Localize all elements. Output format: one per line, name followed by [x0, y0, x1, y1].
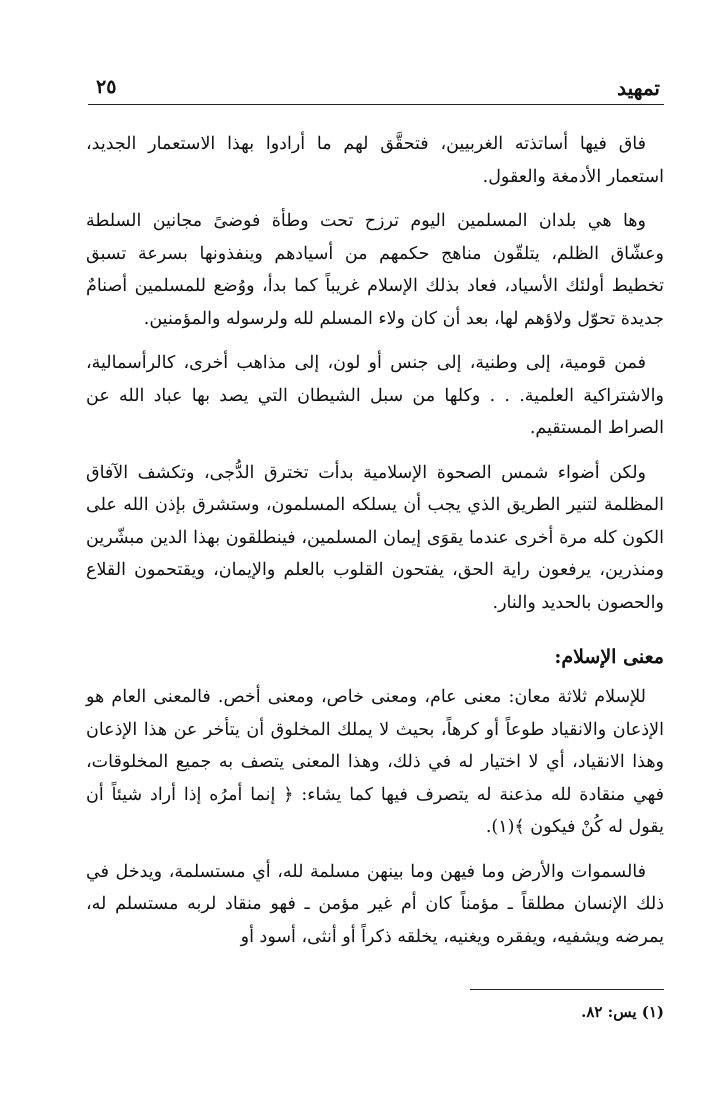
running-title: تمهيد — [617, 76, 660, 100]
paragraph: فاق فيها أساتذته الغربيين، فتحقَّق لهم ما أرادوا بهذا الاستعمار الجديد، استعمار الأدمغة والعقول. — [86, 134, 664, 187]
section-heading: معنى الإسلام: — [554, 646, 664, 668]
paragraph: وها هي بلدان المسلمين اليوم ترزح تحت وطأة فوضىً مجانين السلطة وعشّاق الظلم، يتلقّون مناهج حكمهم من أسيادهم وينفذونها بسرعة تسبق تخطيط أولئك الأسياد، فعاد بذلك الإسلام غريباً كما بدأ، ووُضع للمسلمين أصنامٌ جديدة تحوّل ولاؤهم لها، بعد أن كان ولاء المسلم لله ولرسوله والمؤمنين. — [86, 211, 664, 329]
page-header — [88, 74, 664, 105]
footnote: (١) يس: ٨٢. — [581, 1003, 664, 1021]
footnote-divider — [470, 989, 664, 990]
paragraph: فالسموات والأرض وما فيهن وما بينهن مسلمة لله، أي مستسلمة، ويدخل في ذلك الإنسان مطلقاً ـ مؤمناً كان أم غير مؤمن ـ فهو منقاد لربه مستسلم له، يمرضه ويشفيه، ويفقره ويغنيه، يخلقه ذكراً أو أنثى، أسود أو — [86, 861, 664, 947]
paragraph: ولكن أضواء شمس الصحوة الإسلامية بدأت تخترق الدُّجى، وتكشف الآفاق المظلمة لتنير الطريق الذي يجب أن يسلكه المسلمون، وستشرق بإذن الله على الكون كله مرة أخرى عندما يقوَى إيمان المسلمين، فينطلقون بهذا الدين مبشّرين ومنذرين، يرفعون راية الحق، يفتحون القلوب بالعلم والإيمان، ويقتحمون القلاع والحصون بالحديد والنار. — [86, 462, 664, 613]
body-text — [86, 128, 664, 965]
paragraph: فمن قومية، إلى وطنية، إلى جنس أو لون، إلى مذاهب أخرى، كالرأسمالية، والاشتراكية العلمية. . . وكلها من سبل الشيطان التي يصد بها عباد الله عن الصراط المستقيم. — [86, 353, 664, 438]
paragraph: للإسلام ثلاثة معان: معنى عام، ومعنى خاص، ومعنى أخص. فالمعنى العام هو الإذعان والانقياد طوعاً أو كرهاً، بحيث لا يملك المخلوق أن يتأخر عن هذا الإذعان وهذا الانقياد، أي لا اختيار له في ذلك، وهذا المعنى يتصف به جميع المخلوقات، فهي منقادة لله مذعنة له يتصرف فيها كما يشاء: ﴿ إنما أمرُه إذا أراد شيئاً أن يقول له كُنْ فيكون ﴾(١). — [86, 687, 664, 837]
page-number: ٢٥ — [96, 76, 117, 98]
